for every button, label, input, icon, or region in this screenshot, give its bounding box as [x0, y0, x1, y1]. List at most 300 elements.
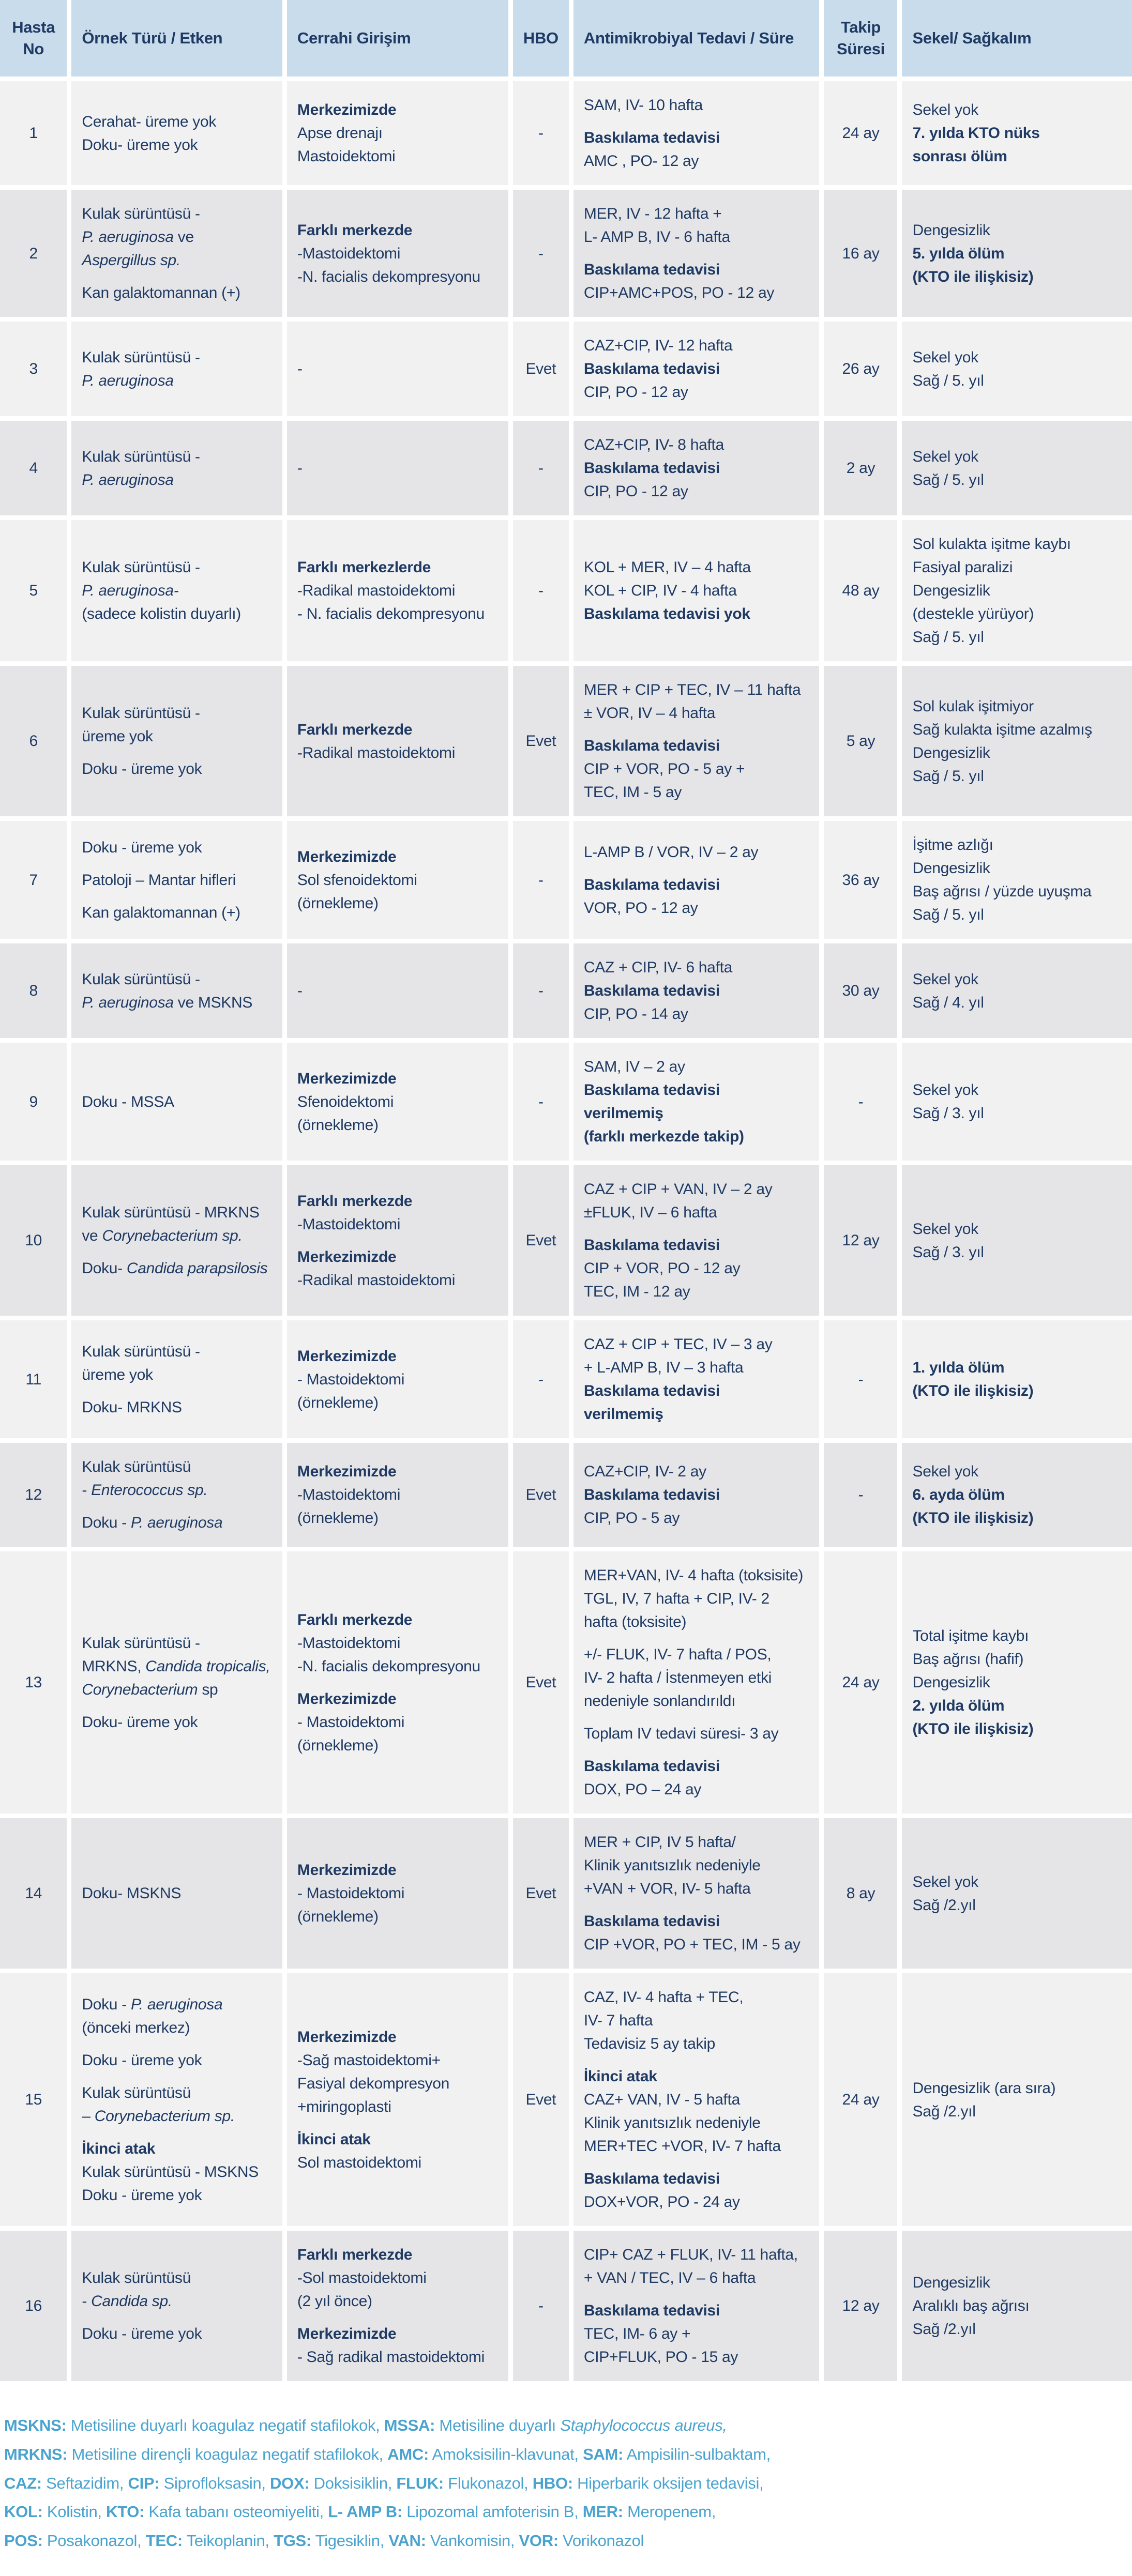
cell-r11-hbo [513, 1320, 569, 1438]
text-line [912, 468, 1122, 492]
text-line [912, 265, 1122, 288]
text-segment: Sağ / 3. yıl [912, 1105, 984, 1122]
cell-r5-no [0, 520, 67, 661]
cell-r1-hbo [513, 81, 569, 185]
text-segment: Dengesizlik [912, 860, 990, 877]
text-segment: POS: [4, 2532, 43, 2550]
text-line [912, 1671, 1122, 1694]
text-line [912, 2318, 1122, 2341]
text-line [584, 1689, 809, 1713]
cell-r3-no [0, 322, 67, 416]
text-segment: MRKNS, [82, 1657, 146, 1675]
cell-r15-hbo [513, 1973, 569, 2226]
text-segment: Sağ /2.yıl [912, 2321, 976, 2338]
cell-r16-tedavi [573, 2231, 820, 2381]
text-line [297, 845, 498, 868]
text-line [584, 357, 809, 380]
hbo-value: Evet [525, 1885, 556, 1902]
text-segment: - Mastoidektomi [297, 1370, 405, 1388]
text-segment: Sağ / 5. yıl [912, 471, 984, 489]
text-line [912, 532, 1122, 556]
no-value: 10 [25, 1232, 42, 1249]
text-segment: (KTO ile ilişkisiz) [912, 1382, 1034, 1399]
hbo-value: - [538, 1093, 544, 1110]
text-line [584, 678, 809, 702]
text-segment: - [82, 1482, 92, 1499]
text-segment: Sağ / 5. yıl [912, 629, 984, 646]
text-segment: Merkezimizde [297, 1463, 397, 1480]
text-line [297, 1067, 498, 1090]
cell-r12-ornek [71, 1443, 282, 1547]
text-segment: L- AMP B, IV - 6 hafta [583, 228, 730, 246]
text-line [82, 1090, 272, 1114]
text-segment: (örnekleme) [297, 1510, 379, 1527]
cell-r10-sekel [902, 1165, 1132, 1316]
text-segment: hafta (toksisite) [583, 1613, 687, 1630]
cell-r6-cerrahi [287, 666, 508, 816]
text-segment: MER: [582, 2503, 623, 2521]
text-line [297, 2243, 498, 2266]
abbreviation-footnotes [4, 2411, 1132, 2555]
text-line [912, 1483, 1122, 1506]
text-segment: verilmemiş [583, 1105, 663, 1122]
text-line [297, 2151, 498, 2174]
text-segment: CIP+ CAZ + FLUK, IV- 11 hafta, [583, 2246, 798, 2263]
takip-value: - [858, 1370, 864, 1388]
text-segment: CAZ + CIP + VAN, IV – 2 ay [583, 1181, 773, 1198]
text-segment: -Mastoidektomi [297, 1486, 401, 1503]
no-value: 12 [25, 1486, 42, 1503]
cell-r12-no [0, 1443, 67, 1547]
text-line [82, 1655, 272, 1678]
text-segment: - [82, 2293, 92, 2310]
cell-r14-ornek [71, 1818, 282, 1969]
text-line [584, 149, 809, 173]
text-line [912, 857, 1122, 880]
cell-r1-tedavi [573, 81, 820, 185]
text-line [584, 734, 809, 757]
cell-r16-hbo [513, 2231, 569, 2381]
text-segment: Amoksisilin-klavunat, [429, 2445, 583, 2463]
text-line [584, 781, 809, 804]
text-line [297, 579, 498, 602]
text-line [297, 1506, 498, 1530]
text-line [297, 868, 498, 892]
text-segment: Sekel yok [912, 1463, 978, 1480]
text-line [4, 2526, 1132, 2555]
text-segment: Posakonazol, [42, 2532, 146, 2550]
text-segment: SAM, IV – 2 ay [583, 1058, 685, 1075]
text-line [584, 1125, 809, 1148]
text-line [297, 1391, 498, 1414]
text-segment: ve [82, 1227, 102, 1244]
text-segment: Kan galaktomannan (+) [82, 904, 240, 921]
cell-r5-ornek [71, 520, 282, 661]
text-line [584, 94, 809, 117]
text-segment: Corynebacterium [82, 1681, 198, 1698]
text-line [297, 556, 498, 579]
text-line [82, 281, 272, 304]
text-line [912, 2271, 1122, 2294]
cell-r4-cerrahi [287, 421, 508, 515]
text-line [584, 380, 809, 404]
text-line [584, 1233, 809, 1257]
text-line [82, 556, 272, 579]
takip-value: 8 ay [846, 1885, 876, 1902]
text-segment: Baskılama tedavisi [583, 129, 720, 146]
text-segment: Sekel yok [912, 101, 978, 118]
text-line [912, 346, 1122, 369]
takip-value: 12 ay [842, 1232, 880, 1249]
text-segment: Toplam IV tedavi süresi- 3 ay [583, 1725, 779, 1742]
cell-r11-cerrahi [287, 1320, 508, 1438]
text-line [584, 1280, 809, 1303]
text-segment: Candida sp. [91, 2293, 172, 2310]
text-line [912, 991, 1122, 1014]
text-segment: CAZ+CIP, IV- 12 hafta [583, 337, 733, 354]
text-segment: İkinci atak [297, 2130, 371, 2148]
text-segment: Doku- üreme yok [82, 1713, 198, 1731]
text-segment: Baskılama tedavisi [583, 261, 720, 278]
cell-r5-tedavi [573, 520, 820, 661]
text-segment: (sadece kolistin duyarlı) [82, 605, 241, 622]
text-segment: Cerahat- üreme yok [82, 113, 217, 130]
text-line [584, 456, 809, 480]
hbo-value: - [538, 982, 544, 999]
text-line [584, 873, 809, 896]
text-line [82, 110, 272, 133]
text-line [82, 225, 272, 249]
text-line [584, 2167, 809, 2190]
text-segment: Kulak sürüntüsü - [82, 970, 200, 988]
text-segment: + VAN / TEC, IV – 6 hafta [583, 2269, 756, 2287]
text-line [584, 2190, 809, 2214]
text-segment: Total işitme kaybı [912, 1627, 1029, 1644]
text-segment: Baskılama tedavisi [583, 1081, 720, 1099]
cell-r7-takip [824, 821, 897, 939]
text-line [297, 2266, 498, 2290]
text-segment: Kulak sürüntüsü - [82, 1634, 200, 1652]
text-segment: Farklı merkezde [297, 221, 413, 239]
text-segment: ± VOR, IV – 4 hafta [583, 705, 716, 722]
text-segment: Sağ / 4. yıl [912, 994, 984, 1011]
text-segment: 1. yılda ölüm [912, 1359, 1005, 1376]
text-line [912, 2100, 1122, 2123]
text-segment: -Mastoidektomi [297, 1215, 401, 1233]
text-segment: (örnekleme) [297, 1736, 379, 1754]
text-segment: CIP: [128, 2474, 160, 2492]
text-segment: +/- FLUK, IV- 7 hafta / POS, [583, 1646, 772, 1663]
text-line [584, 1831, 809, 1854]
text-segment: - Mastoidektomi [297, 1885, 405, 1902]
text-segment: -Radikal mastoidektomi [297, 582, 456, 599]
text-segment: VOR, PO - 12 ay [583, 899, 698, 917]
text-segment: - Sağ radikal mastoidektomi [297, 2349, 485, 2366]
text-segment: Baskılama tedavisi [583, 876, 720, 893]
text-segment: TEC, IM - 12 ay [583, 1283, 690, 1300]
cell-r4-no [0, 421, 67, 515]
text-segment: Lipozomal amfoterisin B, [402, 2503, 583, 2521]
text-segment: ve MSKNS [173, 994, 253, 1011]
text-segment: -Mastoidektomi [297, 1634, 401, 1652]
text-line [584, 1102, 809, 1125]
cell-r11-tedavi [573, 1320, 820, 1438]
cell-r4-ornek [71, 421, 282, 515]
text-segment: Dengesizlik [912, 1674, 990, 1691]
text-line [297, 979, 498, 1002]
cell-r13-no [0, 1551, 67, 1813]
text-segment: (örnekleme) [297, 894, 379, 912]
text-segment: CAZ+ VAN, IV - 5 hafta [583, 2091, 740, 2108]
text-line [584, 757, 809, 781]
text-segment: Ampisilin-sulbaktam, [623, 2445, 771, 2463]
text-line [82, 1257, 272, 1280]
text-line [4, 2440, 1132, 2469]
text-segment: Kulak sürüntüsü - [82, 1343, 200, 1360]
hbo-value: - [538, 582, 544, 599]
text-segment: Sol kulakta işitme kaybı [912, 536, 1071, 553]
text-segment: Dengesizlik [912, 582, 990, 599]
text-line [82, 968, 272, 991]
text-line [584, 2266, 809, 2290]
takip-value: - [858, 1486, 864, 1503]
text-segment: Baskılama tedavisi [583, 2170, 720, 2187]
text-segment: Seftazidim, [41, 2474, 128, 2492]
text-line [297, 1687, 498, 1711]
no-value: 3 [29, 360, 38, 377]
text-segment: Corynebacterium sp. [102, 1227, 243, 1244]
text-segment: Sağ / 5. yıl [912, 767, 984, 785]
text-segment: Doku - üreme yok [82, 839, 202, 856]
no-value: 6 [29, 733, 38, 750]
text-segment: Merkezimizde [297, 1070, 397, 1087]
text-line [297, 1632, 498, 1655]
text-segment: -N. facialis dekompresyonu [297, 1657, 480, 1675]
text-line [82, 1201, 272, 1224]
text-line [912, 219, 1122, 242]
cell-r7-no [0, 821, 67, 939]
text-line [584, 1178, 809, 1201]
cell-r2-no [0, 190, 67, 317]
text-line [584, 1986, 809, 2009]
text-segment: Enterococcus sp. [91, 1482, 208, 1499]
text-segment: 5. yılda ölüm [912, 245, 1005, 262]
text-line [82, 2290, 272, 2313]
text-segment: -Mastoidektomi [297, 245, 401, 262]
text-segment: -Radikal mastoidektomi [297, 744, 456, 761]
text-line [584, 2065, 809, 2088]
text-segment: Sağ / 5. yıl [912, 906, 984, 923]
text-line [584, 896, 809, 920]
hbo-value: - [538, 460, 544, 477]
cell-r2-sekel [902, 190, 1132, 317]
text-line [584, 1506, 809, 1530]
takip-value: 48 ay [842, 582, 880, 599]
text-line [297, 718, 498, 741]
text-line [297, 1711, 498, 1734]
header-sekel: Sekel/ Sağkalım [902, 0, 1132, 77]
text-line [912, 1694, 1122, 1717]
text-line [82, 249, 272, 272]
text-line [584, 841, 809, 864]
text-line [584, 702, 809, 725]
text-segment: MER, IV - 12 hafta + [583, 205, 722, 222]
text-line [297, 219, 498, 242]
text-segment: Fasiyal paralizi [912, 559, 1013, 576]
hbo-value: - [538, 245, 544, 262]
text-line [82, 836, 272, 859]
text-segment: Merkezimizde [297, 101, 397, 118]
text-line [912, 1102, 1122, 1125]
text-line [584, 126, 809, 149]
text-segment: DOX: [270, 2474, 310, 2492]
cell-r15-ornek [71, 1973, 282, 2226]
text-segment: Metisiline duyarlı [435, 2416, 561, 2434]
text-line [584, 1877, 809, 1900]
text-segment: P. aeruginosa [82, 372, 174, 389]
cell-r8-sekel [902, 943, 1132, 1038]
text-line [82, 2184, 272, 2207]
cell-r12-tedavi [573, 1443, 820, 1547]
text-line [4, 2469, 1132, 2498]
text-segment: (önceki merkez) [82, 2019, 190, 2036]
text-segment: Kulak sürüntüsü [82, 1458, 191, 1475]
hbo-value: - [538, 1370, 544, 1388]
text-line [297, 2345, 498, 2369]
hbo-value: Evet [525, 733, 556, 750]
text-segment: TGS: [274, 2532, 311, 2550]
text-line [297, 1190, 498, 1213]
text-line [912, 1624, 1122, 1648]
text-segment: P. aeruginosa [130, 1514, 223, 1531]
text-line [912, 1506, 1122, 1530]
text-line [584, 433, 809, 456]
cell-r4-tedavi [573, 421, 820, 515]
text-line [584, 1587, 809, 1610]
text-segment: Klinik yanıtsızlık nedeniyle [583, 1857, 761, 1874]
text-segment: Doku - üreme yok [82, 760, 202, 778]
no-value: 13 [25, 1674, 42, 1691]
text-segment: - [297, 982, 303, 999]
no-value: 16 [25, 2297, 42, 2314]
cell-r8-tedavi [573, 943, 820, 1038]
no-value: 7 [29, 871, 38, 889]
text-line [584, 579, 809, 602]
text-line [584, 2009, 809, 2032]
cell-r11-ornek [71, 1320, 282, 1438]
text-segment: CIP, PO - 12 ay [583, 384, 688, 401]
text-line [297, 1345, 498, 1368]
cell-r15-takip [824, 1973, 897, 2226]
text-segment: +miringoplasti [297, 2098, 391, 2115]
text-line [82, 202, 272, 225]
cell-r3-hbo [513, 322, 569, 416]
text-segment: (KTO ile ilişkisiz) [912, 268, 1034, 285]
text-segment: MER+TEC +VOR, IV- 7 hafta [583, 2138, 781, 2155]
cell-r10-takip [824, 1165, 897, 1316]
text-segment: MER + CIP + TEC, IV – 11 hafta [583, 681, 801, 698]
text-line [584, 1201, 809, 1224]
cell-r13-tedavi [573, 1551, 820, 1813]
text-segment: Merkezimizde [297, 1248, 397, 1266]
text-line [297, 1655, 498, 1678]
no-value: 15 [25, 2091, 42, 2108]
text-line [297, 1114, 498, 1137]
cell-r6-ornek [71, 666, 282, 816]
text-segment: sp [198, 1681, 218, 1698]
text-line [584, 1910, 809, 1933]
text-segment: AMC , PO- 12 ay [583, 153, 699, 170]
text-segment: Baskılama tedavisi [583, 1382, 720, 1399]
text-segment: (KTO ile ilişkisiz) [912, 1720, 1034, 1737]
text-segment: Sağ / 3. yıl [912, 1243, 984, 1261]
no-value: 8 [29, 982, 38, 999]
cell-r2-hbo [513, 190, 569, 317]
text-segment: KOL + MER, IV – 4 hafta [583, 559, 751, 576]
text-line [297, 1608, 498, 1632]
text-line [297, 892, 498, 915]
cell-r10-hbo [513, 1165, 569, 1316]
text-segment: Doksisiklin, [309, 2474, 397, 2492]
text-segment: MSSA: [384, 2416, 435, 2434]
text-line [82, 346, 272, 369]
text-segment: Aspergillus sp. [82, 252, 180, 269]
cell-r5-takip [824, 520, 897, 661]
text-segment: Baskılama tedavisi [583, 1913, 720, 1930]
header-takip: Takip Süresi [824, 0, 897, 77]
text-line [82, 1511, 272, 1534]
text-segment: Baskılama tedavisi [583, 2302, 720, 2319]
cell-r7-cerrahi [287, 821, 508, 939]
text-segment: (farklı merkezde takip) [583, 1128, 744, 1145]
cell-r13-takip [824, 1551, 897, 1813]
text-segment: - Mastoidektomi [297, 1713, 405, 1731]
cell-r11-sekel [902, 1320, 1132, 1438]
text-segment: Flukonazol, [443, 2474, 533, 2492]
text-line [4, 2411, 1132, 2440]
text-line [297, 2025, 498, 2049]
text-segment: -N. facialis dekompresyonu [297, 268, 480, 285]
text-segment: CAZ + CIP + TEC, IV – 3 ay [583, 1336, 773, 1353]
text-line [297, 2322, 498, 2345]
text-line [82, 1224, 272, 1247]
cell-r1-cerrahi [287, 81, 508, 185]
no-value: 5 [29, 582, 38, 599]
text-segment: Merkezimizde [297, 2325, 397, 2342]
text-line [82, 2322, 272, 2345]
text-line [584, 2322, 809, 2345]
text-segment: Corynebacterium sp. [94, 2107, 235, 2125]
cell-r2-tedavi [573, 190, 820, 317]
text-segment: Patoloji – Mantar hifleri [82, 871, 236, 889]
text-segment: Doku - üreme yok [82, 2186, 202, 2204]
text-line [297, 602, 498, 626]
text-line [82, 1882, 272, 1905]
text-segment: Mastoidektomi [297, 148, 396, 165]
header-no: Hasta No [0, 0, 67, 77]
text-line [584, 1666, 809, 1689]
text-line [297, 1905, 498, 1928]
text-line [4, 2497, 1132, 2526]
cell-r16-takip [824, 2231, 897, 2381]
text-segment: Kulak sürüntüsü - [82, 348, 200, 366]
text-segment: Sekel yok [912, 448, 978, 465]
cell-r8-ornek [71, 943, 282, 1038]
text-line [584, 979, 809, 1002]
text-line [584, 1403, 809, 1426]
text-segment: Kolistin, [42, 2503, 107, 2521]
text-segment: -Radikal mastoidektomi [297, 1271, 456, 1289]
